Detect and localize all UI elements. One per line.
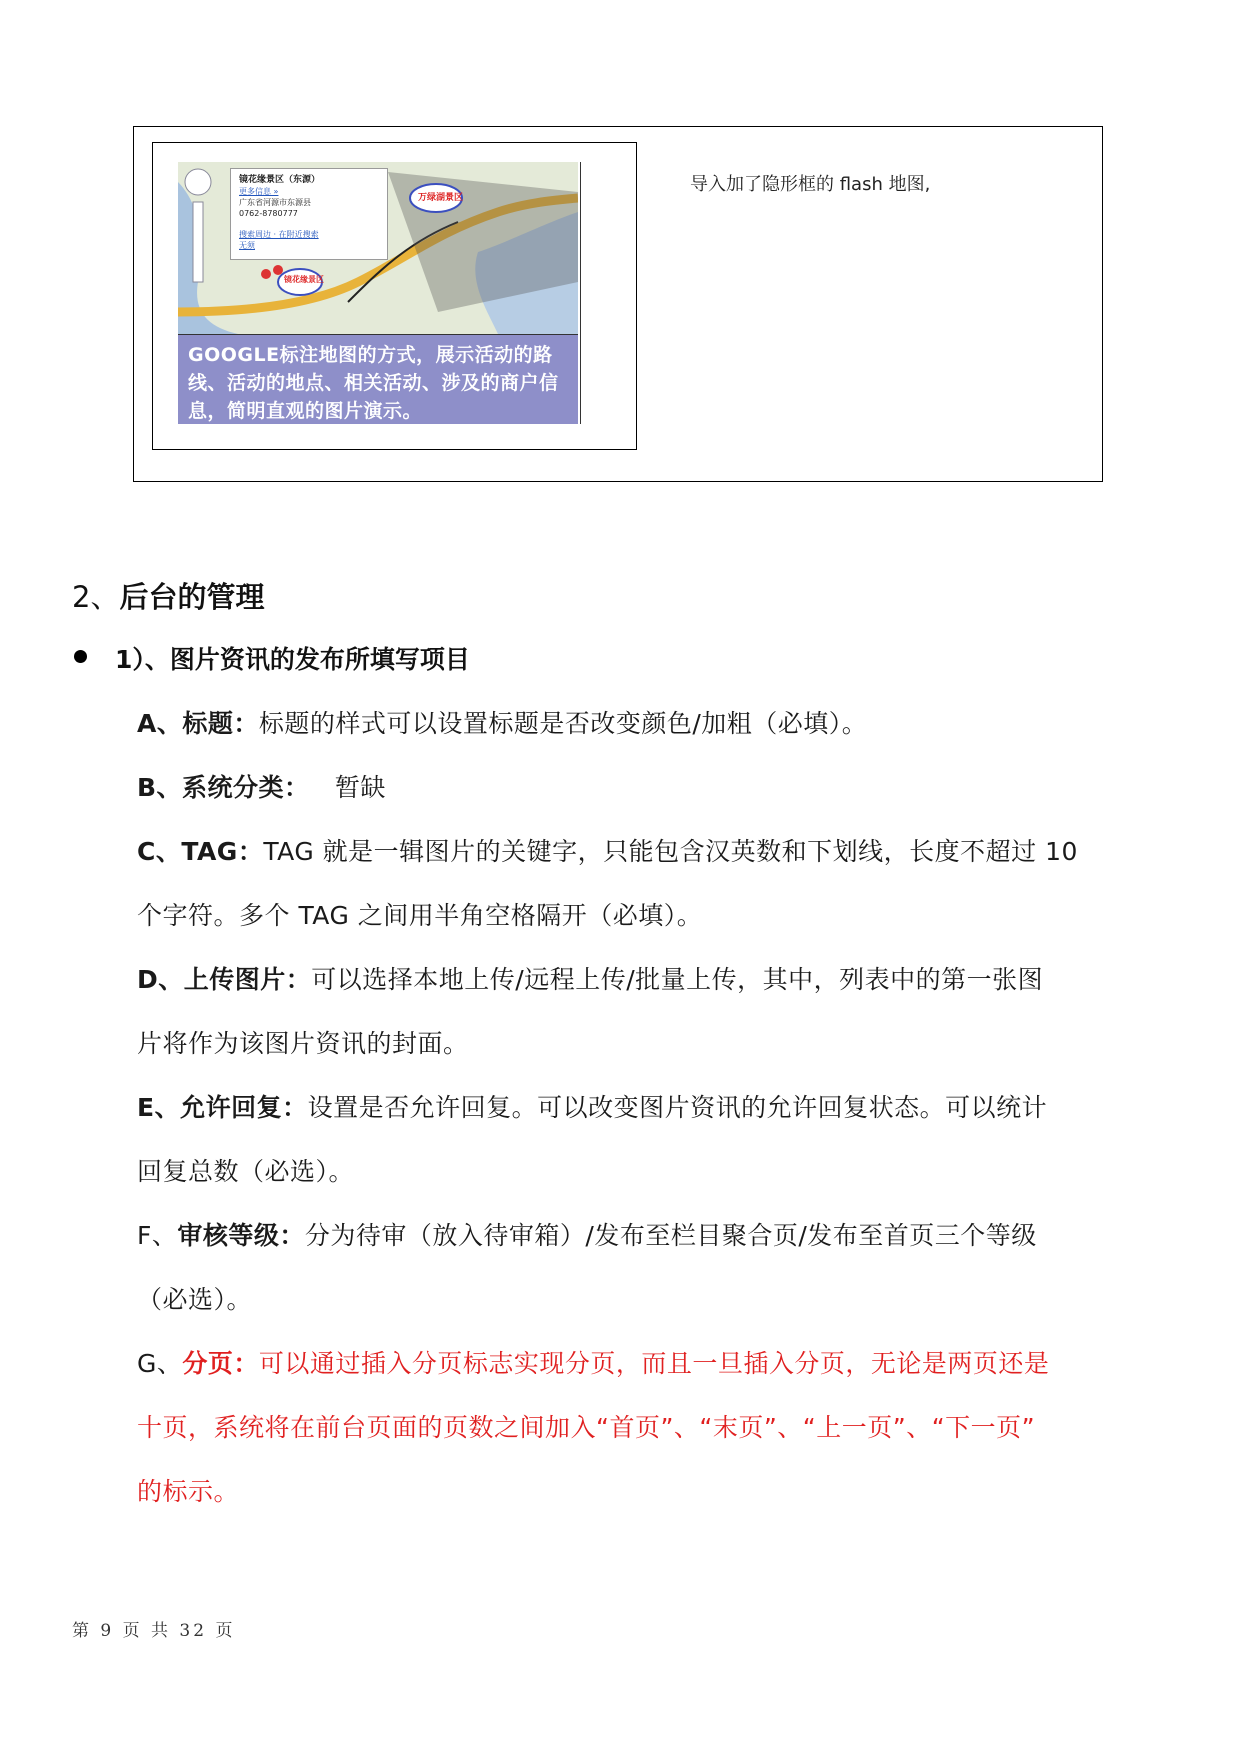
item-text-cont: 回复总数（必选）。 [137, 1157, 355, 1186]
map-zoom-slider-icon [193, 202, 203, 282]
section-number: 2、 [72, 580, 120, 614]
figure-bracket-line [580, 162, 581, 424]
map-pan-control-icon [185, 169, 211, 195]
map-pin-icon [273, 265, 283, 275]
map-caption-band [178, 334, 578, 424]
item-label-prefix: F、 [137, 1221, 178, 1250]
map-info-popup [230, 168, 388, 260]
item-text-cont: （必选）。 [137, 1285, 253, 1314]
item-text-cont: 片将作为该图片资讯的封面。 [137, 1029, 469, 1058]
item-text: 标题的样式可以设置标题是否改变颜色/加粗（必填）。 [258, 709, 868, 738]
item-text-cont: 个字符。多个 TAG 之间用半角空格隔开（必填）。 [137, 901, 703, 930]
item-label: E、允许回复： [137, 1093, 308, 1122]
subsection-number: 1）、 [115, 645, 170, 674]
item-label-prefix: G、 [137, 1349, 183, 1378]
section-title: 后台的管理 [119, 580, 265, 614]
item-g [137, 1332, 1177, 1524]
item-label: 审核等级： [177, 1221, 305, 1250]
item-label: D、上传图片： [137, 965, 312, 994]
map-pin-icon [261, 269, 271, 279]
item-d [137, 948, 1177, 1076]
map-popup-line: 广东省河源市东源县 [239, 198, 311, 207]
page-footer: 第 9 页 共 32 页 [72, 1621, 236, 1641]
map-callout-label-1: 万绿湖景区 [418, 193, 464, 203]
map-screenshot [178, 162, 578, 424]
item-c [137, 820, 1177, 948]
bullet-dot [74, 650, 87, 663]
item-text: 暂缺 [309, 773, 386, 802]
map-caption: GOOGLE标注地图的方式，展示活动的路线、活动的地点、相关活动、涉及的商户信息，简明直观的图片演示。 [188, 344, 559, 422]
map-callout-label-2: 镜花缘景区 [284, 275, 324, 284]
section-heading [72, 575, 264, 616]
item-text-cont: 的标示。 [137, 1477, 240, 1506]
map-note: 导入加了隐形框的 flash 地图, [690, 174, 931, 195]
item-a [137, 692, 1177, 756]
item-text: 可以通过插入分页标志实现分页，而且一旦插入分页，无论是两页还是 [258, 1349, 1050, 1378]
item-text: 设置是否允许回复。可以改变图片资讯的允许回复状态。可以统计 [307, 1093, 1048, 1122]
item-f [137, 1204, 1177, 1332]
item-text: 可以选择本地上传/远程上传/批量上传，其中，列表中的第一张图 [311, 965, 1044, 994]
subsection-title: 图片资讯的发布所填写项目 [169, 645, 470, 674]
map-popup-link2: 无须 [239, 241, 255, 250]
item-e [137, 1076, 1177, 1204]
map-popup-line: 更多信息 » [239, 187, 279, 196]
item-text: 分为待审（放入待审箱）/发布至栏目聚合页/发布至首页三个等级 [304, 1221, 1037, 1250]
item-label: 分页： [182, 1349, 259, 1378]
map-popup-links: 搜索周边 · 在附近搜索 [239, 230, 319, 239]
item-label: A、标题： [137, 709, 259, 738]
subsection-heading [115, 640, 470, 676]
item-label: C、TAG： [137, 837, 264, 866]
item-label: B、系统分类： [137, 773, 310, 802]
item-b [137, 756, 1177, 820]
map-popup-title: 镜花缘景区（东源） [239, 175, 321, 185]
item-text: TAG 就是一辑图片的关键字，只能包含汉英数和下划线，长度不超过 10 [263, 837, 1078, 866]
item-text-cont: 十页，系统将在前台页面的页数之间加入“首页”、“末页”、“上一页”、“下一页” [137, 1413, 1036, 1442]
map-popup-line: 0762-8780777 [239, 209, 298, 218]
